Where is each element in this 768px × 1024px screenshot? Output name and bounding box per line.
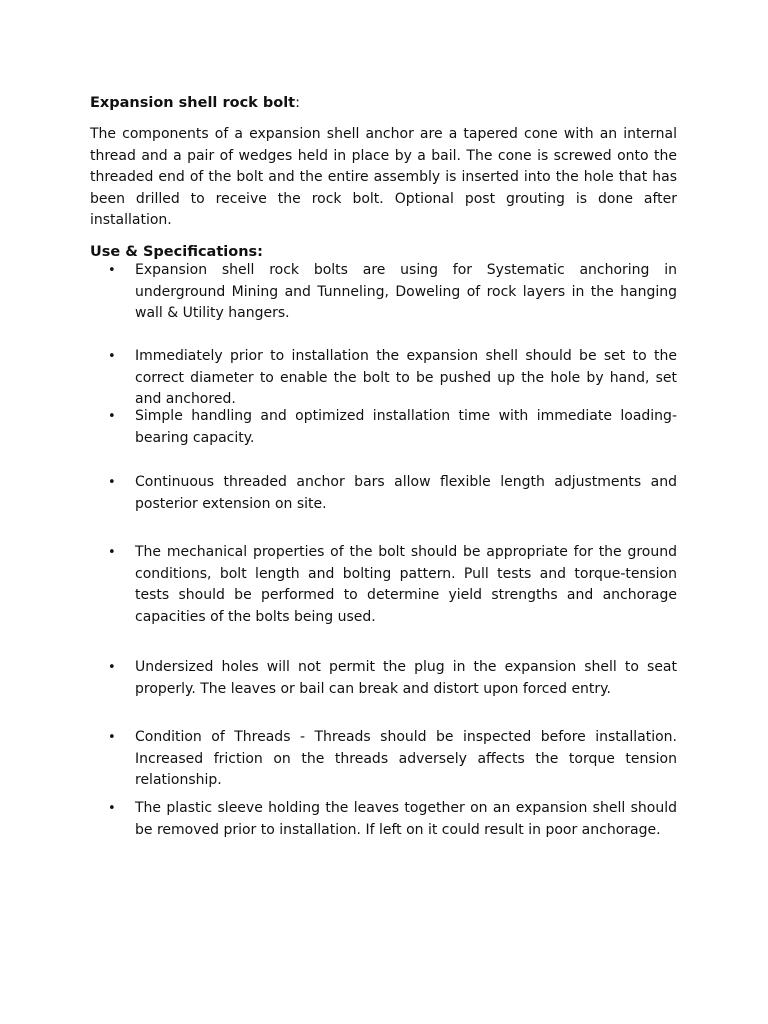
bullet-icon: • xyxy=(108,409,116,424)
bullet-icon: • xyxy=(108,730,116,745)
list-item xyxy=(108,260,677,325)
list-item-text: Condition of Threads - Threads should be inspected before installation. Increased friction on the threads adversely affects the torque tension relationship. xyxy=(135,729,677,788)
list-item-text: Undersized holes will not permit the plug in the expansion shell to seat properly. The leaves or bail can break and distort upon forced entry. xyxy=(135,659,677,697)
list-item-text: Immediately prior to installation the expansion shell should be set to the correct diameter to enable the bolt to be pushed up the hole by hand, set and anchored. xyxy=(135,348,677,407)
list-item-text: Continuous threaded anchor bars allow flexible length adjustments and posterior extension on site. xyxy=(135,474,677,512)
list-item-text: The plastic sleeve holding the leaves together on an expansion shell should be removed prior to installation. If left on it could result in poor anchorage. xyxy=(135,800,677,838)
bullet-icon: • xyxy=(108,660,116,675)
list-item xyxy=(108,727,677,792)
list-item xyxy=(108,472,677,515)
list-item-text: Expansion shell rock bolts are using for Systematic anchoring in underground Mining and Tunneling, Doweling of rock layers in the hanging wall & Utility hangers. xyxy=(135,262,677,321)
list-item xyxy=(108,657,677,700)
document-title-suffix: : xyxy=(295,95,300,111)
list-item-text: The mechanical properties of the bolt should be appropriate for the ground conditions, bolt length and bolting pattern. Pull tests and torque-tension tests should be performed to determine yield strengths and anchorage capacities of the bolts being used. xyxy=(135,544,677,625)
bullet-icon: • xyxy=(108,475,116,490)
bullet-icon: • xyxy=(108,545,116,560)
section-heading: Use & Specifications: xyxy=(90,243,263,260)
bullet-icon: • xyxy=(108,801,116,816)
list-item xyxy=(108,542,677,628)
list-item xyxy=(108,406,677,449)
list-item xyxy=(108,346,677,411)
bullet-icon: • xyxy=(108,349,116,364)
document-content xyxy=(90,92,677,838)
intro-paragraph: The components of a expansion shell anchor are a tapered cone with an internal thread and a pair of wedges held in place by a bail. The cone is screwed onto the threaded end of the bolt and the entire assembly is inserted into the hole that has been drilled to receive the rock bolt. Optional post grouting is done after installation. xyxy=(90,126,677,228)
document-title xyxy=(90,92,677,114)
list-item xyxy=(108,798,677,841)
list-item-text: Simple handling and optimized installation time with immediate loading-bearing capacity. xyxy=(135,408,677,446)
document-title-main: Expansion shell rock bolt xyxy=(90,95,296,111)
bullet-icon: • xyxy=(108,263,116,278)
